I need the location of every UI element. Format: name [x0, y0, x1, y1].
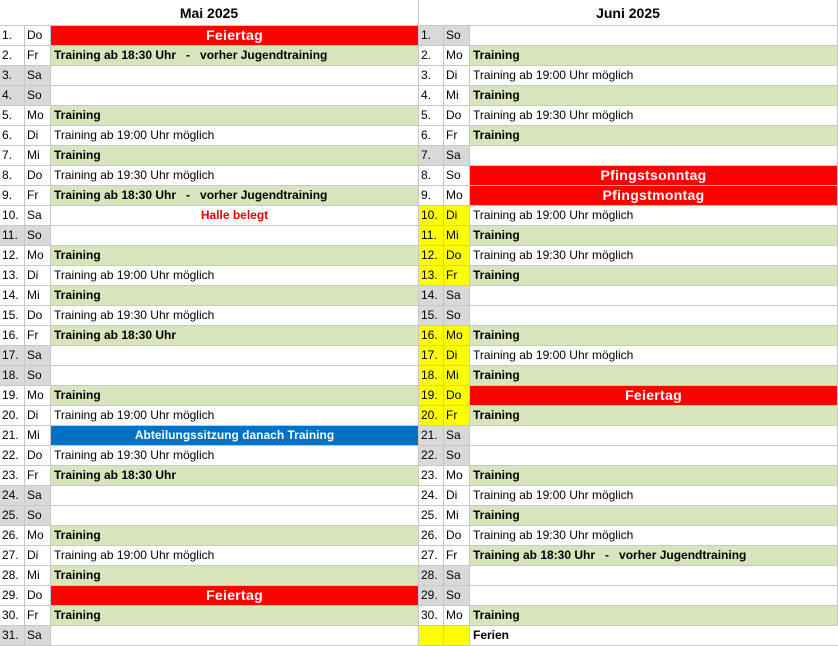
- calendar-row: [0, 446, 419, 466]
- calendar-row: [419, 206, 838, 226]
- weekday: Fr: [25, 466, 51, 485]
- event-cell: Training ab 19:30 Uhr möglich: [470, 246, 838, 265]
- calendar-row: [419, 446, 838, 466]
- weekday: Mo: [25, 386, 51, 405]
- day-number: 30.: [0, 606, 25, 625]
- calendar-row: [0, 566, 419, 586]
- event-cell: [470, 146, 838, 165]
- day-number: 12.: [419, 246, 444, 265]
- day-number: 10.: [0, 206, 25, 225]
- calendar-row: [0, 326, 419, 346]
- day-number: 15.: [0, 306, 25, 325]
- day-number: 20.: [419, 406, 444, 425]
- legend-swatch: [444, 626, 470, 645]
- weekday: Di: [25, 546, 51, 565]
- event-cell: [470, 426, 838, 445]
- calendar-row: [419, 286, 838, 306]
- calendar-row: [0, 406, 419, 426]
- day-number: 29.: [0, 586, 25, 605]
- weekday: So: [25, 506, 51, 525]
- event-cell: Training: [51, 526, 419, 545]
- weekday: So: [444, 446, 470, 465]
- event-cell: Training: [51, 286, 419, 305]
- weekday: Sa: [25, 66, 51, 85]
- day-number: 1.: [0, 26, 25, 45]
- calendar-row: [419, 266, 838, 286]
- weekday: Sa: [25, 346, 51, 365]
- weekday: Fr: [25, 186, 51, 205]
- event-cell: [470, 286, 838, 305]
- event-cell: [470, 446, 838, 465]
- calendar-row: [419, 406, 838, 426]
- event-cell: Feiertag: [51, 26, 419, 45]
- weekday: Sa: [25, 626, 51, 645]
- event-cell: Training: [51, 566, 419, 585]
- day-number: 19.: [419, 386, 444, 405]
- day-number: 16.: [419, 326, 444, 345]
- weekday: So: [25, 86, 51, 105]
- weekday: Sa: [444, 426, 470, 445]
- weekday: Mi: [25, 286, 51, 305]
- event-cell: [470, 26, 838, 45]
- calendar-row: [419, 466, 838, 486]
- calendar-row: [419, 166, 838, 186]
- day-number: 27.: [0, 546, 25, 565]
- weekday: Mo: [444, 466, 470, 485]
- calendar-row: [419, 586, 838, 606]
- weekday: Do: [444, 246, 470, 265]
- weekday: Mo: [25, 526, 51, 545]
- weekday: Mo: [444, 186, 470, 205]
- day-number: 21.: [419, 426, 444, 445]
- day-number: 3.: [0, 66, 25, 85]
- weekday: Do: [25, 306, 51, 325]
- calendar-row: [0, 46, 419, 66]
- calendar-row: [419, 606, 838, 626]
- weekday: Mo: [444, 606, 470, 625]
- weekday: Fr: [25, 326, 51, 345]
- day-number: 22.: [419, 446, 444, 465]
- weekday: So: [25, 366, 51, 385]
- day-number: 18.: [0, 366, 25, 385]
- day-number: 7.: [419, 146, 444, 165]
- day-number: 29.: [419, 586, 444, 605]
- day-number: 23.: [0, 466, 25, 485]
- calendar-row: [0, 526, 419, 546]
- day-number: 10.: [419, 206, 444, 225]
- calendar-row: [419, 186, 838, 206]
- day-number: 7.: [0, 146, 25, 165]
- event-cell: Training ab 19:00 Uhr möglich: [51, 406, 419, 425]
- day-number: 6.: [0, 126, 25, 145]
- event-cell: Training ab 19:30 Uhr möglich: [470, 526, 838, 545]
- month-header-juni: Juni 2025: [419, 0, 838, 26]
- weekday: Di: [25, 406, 51, 425]
- calendar-row: [0, 486, 419, 506]
- event-cell: Training: [51, 146, 419, 165]
- event-cell: Pfingstmontag: [470, 186, 838, 205]
- weekday: Do: [25, 586, 51, 605]
- weekday: Sa: [444, 146, 470, 165]
- calendar-row: [419, 326, 838, 346]
- weekday: Mi: [25, 566, 51, 585]
- calendar-row: [419, 526, 838, 546]
- calendar-row: [0, 466, 419, 486]
- event-cell: [51, 226, 419, 245]
- calendar-row: [0, 426, 419, 446]
- event-cell: Feiertag: [51, 586, 419, 605]
- calendar-row: [0, 346, 419, 366]
- day-number: 19.: [0, 386, 25, 405]
- weekday: Do: [25, 26, 51, 45]
- calendar-row: [419, 26, 838, 46]
- day-number: 21.: [0, 426, 25, 445]
- event-cell: [51, 346, 419, 365]
- event-cell: Training ab 19:00 Uhr möglich: [470, 66, 838, 85]
- calendar-row: [0, 106, 419, 126]
- event-cell: [51, 626, 419, 645]
- day-number: 24.: [419, 486, 444, 505]
- calendar-row: [419, 566, 838, 586]
- calendar-row: [0, 26, 419, 46]
- calendar-row: [0, 266, 419, 286]
- legend-row: [419, 626, 838, 646]
- calendar-row: [0, 146, 419, 166]
- day-number: 22.: [0, 446, 25, 465]
- day-number: 20.: [0, 406, 25, 425]
- day-number: 17.: [0, 346, 25, 365]
- calendar-row: [0, 606, 419, 626]
- calendar-row: [419, 246, 838, 266]
- event-cell: [470, 586, 838, 605]
- event-cell: [51, 66, 419, 85]
- weekday: So: [444, 26, 470, 45]
- day-number: 28.: [0, 566, 25, 585]
- event-cell: Training: [470, 126, 838, 145]
- day-number: 13.: [0, 266, 25, 285]
- calendar-row: [419, 126, 838, 146]
- day-number: 25.: [0, 506, 25, 525]
- event-cell: Training: [470, 86, 838, 105]
- calendar-row: [0, 126, 419, 146]
- weekday: Mi: [444, 366, 470, 385]
- weekday: Fr: [444, 126, 470, 145]
- day-number: 2.: [419, 46, 444, 65]
- event-cell: Training ab 19:00 Uhr möglich: [51, 266, 419, 285]
- day-number: 5.: [419, 106, 444, 125]
- event-cell: Training ab 19:00 Uhr möglich: [470, 346, 838, 365]
- calendar-row: [0, 546, 419, 566]
- event-cell: Training: [51, 606, 419, 625]
- calendar-row: [419, 66, 838, 86]
- day-number: 14.: [419, 286, 444, 305]
- event-cell: Training: [470, 326, 838, 345]
- weekday: Di: [25, 126, 51, 145]
- event-cell: Training: [470, 366, 838, 385]
- calendar-row: [0, 286, 419, 306]
- month-header-mai: Mai 2025: [0, 0, 419, 26]
- weekday: Di: [25, 266, 51, 285]
- day-number: 26.: [0, 526, 25, 545]
- calendar-row: [419, 106, 838, 126]
- day-number: 4.: [419, 86, 444, 105]
- event-cell: Training ab 19:30 Uhr möglich: [51, 306, 419, 325]
- day-number: 31.: [0, 626, 25, 645]
- calendar-row: [0, 246, 419, 266]
- event-cell: Training ab 18:30 Uhr: [51, 466, 419, 485]
- event-cell: Training ab 18:30 Uhr - vorher Jugendtraining: [470, 546, 838, 565]
- day-number: 4.: [0, 86, 25, 105]
- day-number: 17.: [419, 346, 444, 365]
- event-cell: Abteilungssitzung danach Training: [51, 426, 419, 445]
- day-number: 11.: [0, 226, 25, 245]
- weekday: Mo: [444, 46, 470, 65]
- calendar-row: [419, 346, 838, 366]
- event-cell: Training ab 19:00 Uhr möglich: [51, 546, 419, 565]
- event-cell: Training: [470, 606, 838, 625]
- weekday: So: [444, 166, 470, 185]
- weekday: Fr: [25, 46, 51, 65]
- event-cell: Training ab 19:30 Uhr möglich: [51, 166, 419, 185]
- event-cell: [51, 486, 419, 505]
- calendar-row: [0, 66, 419, 86]
- calendar-row: [0, 386, 419, 406]
- day-number: 26.: [419, 526, 444, 545]
- event-cell: Training ab 19:00 Uhr möglich: [470, 206, 838, 225]
- day-number: 18.: [419, 366, 444, 385]
- calendar-row: [419, 366, 838, 386]
- day-number: 27.: [419, 546, 444, 565]
- day-number: 30.: [419, 606, 444, 625]
- day-number: 8.: [0, 166, 25, 185]
- calendar-row: [0, 586, 419, 606]
- calendar-row: [419, 386, 838, 406]
- day-number: 2.: [0, 46, 25, 65]
- calendar-row: [0, 86, 419, 106]
- event-cell: Training: [51, 106, 419, 125]
- event-cell: Training: [470, 506, 838, 525]
- calendar-row: [0, 206, 419, 226]
- calendar-row: [419, 86, 838, 106]
- calendar-row: [419, 146, 838, 166]
- event-cell: [470, 566, 838, 585]
- event-cell: Training ab 19:30 Uhr möglich: [51, 446, 419, 465]
- day-number: 9.: [0, 186, 25, 205]
- weekday: Do: [444, 386, 470, 405]
- event-cell: Training ab 19:30 Uhr möglich: [470, 106, 838, 125]
- calendar-row: [419, 506, 838, 526]
- day-number: 16.: [0, 326, 25, 345]
- event-cell: Training ab 19:00 Uhr möglich: [51, 126, 419, 145]
- event-cell: Training ab 19:00 Uhr möglich: [470, 486, 838, 505]
- event-cell: Feiertag: [470, 386, 838, 405]
- day-number: 9.: [419, 186, 444, 205]
- weekday: Sa: [444, 566, 470, 585]
- event-cell: Training: [51, 386, 419, 405]
- weekday: Mi: [444, 226, 470, 245]
- calendar-row: [419, 226, 838, 246]
- weekday: Di: [444, 66, 470, 85]
- legend-swatch: [419, 626, 444, 645]
- event-cell: Training ab 18:30 Uhr: [51, 326, 419, 345]
- weekday: Di: [444, 486, 470, 505]
- event-cell: [470, 306, 838, 325]
- day-number: 5.: [0, 106, 25, 125]
- weekday: Di: [444, 206, 470, 225]
- event-cell: [51, 366, 419, 385]
- calendar-row: [419, 46, 838, 66]
- weekday: Do: [444, 526, 470, 545]
- day-number: 23.: [419, 466, 444, 485]
- day-number: 6.: [419, 126, 444, 145]
- weekday: Mo: [25, 246, 51, 265]
- event-cell: Halle belegt: [51, 206, 419, 225]
- weekday: Fr: [444, 406, 470, 425]
- event-cell: Training: [51, 246, 419, 265]
- calendar-row: [419, 486, 838, 506]
- event-cell: Training: [470, 226, 838, 245]
- weekday: Fr: [25, 606, 51, 625]
- calendar-row: [0, 626, 419, 646]
- calendar-row: [0, 366, 419, 386]
- calendar-row: [419, 546, 838, 566]
- calendar-row: [0, 166, 419, 186]
- day-number: 8.: [419, 166, 444, 185]
- day-number: 3.: [419, 66, 444, 85]
- weekday: Do: [25, 446, 51, 465]
- weekday: Mo: [25, 106, 51, 125]
- weekday: Sa: [25, 486, 51, 505]
- weekday: Sa: [25, 206, 51, 225]
- day-number: 28.: [419, 566, 444, 585]
- event-cell: Training: [470, 266, 838, 285]
- event-cell: Training: [470, 46, 838, 65]
- day-number: 25.: [419, 506, 444, 525]
- weekday: Sa: [444, 286, 470, 305]
- weekday: Mi: [444, 86, 470, 105]
- calendar-row: [0, 506, 419, 526]
- weekday: Do: [25, 166, 51, 185]
- day-number: 24.: [0, 486, 25, 505]
- weekday: Mi: [25, 146, 51, 165]
- event-cell: Training: [470, 406, 838, 425]
- weekday: Mi: [25, 426, 51, 445]
- day-number: 12.: [0, 246, 25, 265]
- event-cell: Training ab 18:30 Uhr - vorher Jugendtraining: [51, 46, 419, 65]
- day-number: 15.: [419, 306, 444, 325]
- weekday: Di: [444, 346, 470, 365]
- calendar-row: [0, 226, 419, 246]
- day-number: 13.: [419, 266, 444, 285]
- weekday: So: [25, 226, 51, 245]
- calendar-row: [0, 306, 419, 326]
- weekday: So: [444, 306, 470, 325]
- calendar-row: [419, 306, 838, 326]
- weekday: Mo: [444, 326, 470, 345]
- calendar-row: [419, 426, 838, 446]
- day-number: 14.: [0, 286, 25, 305]
- event-cell: Pfingstsonntag: [470, 166, 838, 185]
- event-cell: [51, 506, 419, 525]
- event-cell: [51, 86, 419, 105]
- day-number: 11.: [419, 226, 444, 245]
- day-number: 1.: [419, 26, 444, 45]
- weekday: Fr: [444, 546, 470, 565]
- weekday: So: [444, 586, 470, 605]
- weekday: Do: [444, 106, 470, 125]
- event-cell: Training: [470, 466, 838, 485]
- event-cell: Training ab 18:30 Uhr - vorher Jugendtraining: [51, 186, 419, 205]
- weekday: Mi: [444, 506, 470, 525]
- weekday: Fr: [444, 266, 470, 285]
- calendar-row: [0, 186, 419, 206]
- legend-label: Ferien: [473, 628, 510, 642]
